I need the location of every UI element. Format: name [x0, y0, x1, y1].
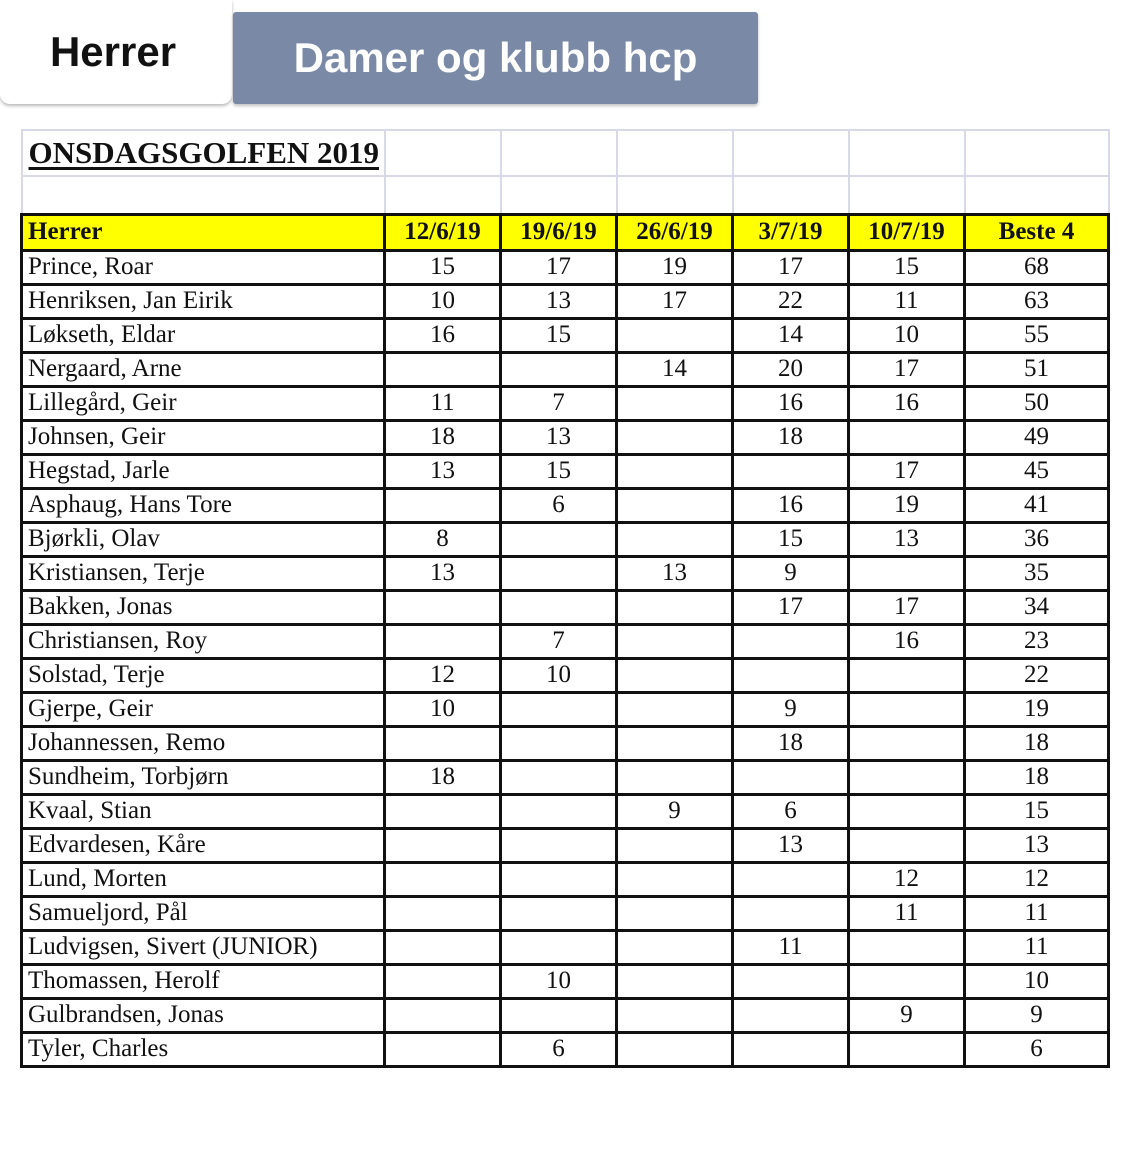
blank-row — [22, 176, 1109, 214]
score-cell — [617, 624, 733, 658]
header-date: 3/7/19 — [733, 214, 849, 250]
table-row — [22, 318, 1109, 352]
best-score: 51 — [965, 352, 1109, 386]
best-score: 68 — [965, 250, 1109, 284]
table-row — [22, 284, 1109, 318]
score-cell — [849, 760, 965, 794]
player-name: Samueljord, Pål — [22, 896, 385, 930]
score-cell — [617, 454, 733, 488]
score-cell: 13 — [849, 522, 965, 556]
best-score: 15 — [965, 794, 1109, 828]
score-cell — [849, 692, 965, 726]
score-cell: 9 — [617, 794, 733, 828]
score-cell: 18 — [733, 726, 849, 760]
player-name: Kvaal, Stian — [22, 794, 385, 828]
empty-cell — [965, 176, 1109, 214]
score-cell — [617, 828, 733, 862]
score-cell — [733, 624, 849, 658]
score-cell: 10 — [501, 658, 617, 692]
score-cell — [385, 896, 501, 930]
score-cell: 11 — [849, 284, 965, 318]
best-score: 11 — [965, 896, 1109, 930]
score-cell: 10 — [501, 964, 617, 998]
score-cell — [501, 352, 617, 386]
score-cell: 13 — [385, 454, 501, 488]
title-row — [22, 130, 1109, 176]
table-row — [22, 998, 1109, 1032]
score-cell: 17 — [849, 352, 965, 386]
score-cell: 10 — [385, 284, 501, 318]
header-best: Beste 4 — [965, 214, 1109, 250]
score-cell: 13 — [501, 420, 617, 454]
table-row — [22, 760, 1109, 794]
header-date: 10/7/19 — [849, 214, 965, 250]
table-row — [22, 726, 1109, 760]
best-score: 13 — [965, 828, 1109, 862]
score-cell: 22 — [733, 284, 849, 318]
player-name: Johannessen, Remo — [22, 726, 385, 760]
score-cell — [617, 590, 733, 624]
score-cell — [385, 1032, 501, 1066]
score-cell: 14 — [733, 318, 849, 352]
score-cell: 16 — [385, 318, 501, 352]
score-cell: 17 — [733, 250, 849, 284]
player-name: Thomassen, Herolf — [22, 964, 385, 998]
score-cell: 15 — [501, 454, 617, 488]
score-cell: 9 — [733, 692, 849, 726]
score-cell — [849, 1032, 965, 1066]
score-cell — [385, 964, 501, 998]
player-name: Asphaug, Hans Tore — [22, 488, 385, 522]
table-row — [22, 624, 1109, 658]
score-cell: 17 — [733, 590, 849, 624]
score-cell: 6 — [501, 1032, 617, 1066]
player-name: Ludvigsen, Sivert (JUNIOR) — [22, 930, 385, 964]
score-cell: 19 — [849, 488, 965, 522]
empty-cell — [733, 130, 849, 176]
score-cell: 14 — [617, 352, 733, 386]
table-row — [22, 250, 1109, 284]
score-cell — [849, 828, 965, 862]
best-score: 63 — [965, 284, 1109, 318]
player-name: Kristiansen, Terje — [22, 556, 385, 590]
table-row — [22, 352, 1109, 386]
best-score: 34 — [965, 590, 1109, 624]
score-cell: 7 — [501, 386, 617, 420]
player-name: Løkseth, Eldar — [22, 318, 385, 352]
best-score: 35 — [965, 556, 1109, 590]
score-cell — [385, 590, 501, 624]
score-cell — [733, 1032, 849, 1066]
sheet-title: ONSDAGSGOLFEN 2019 — [22, 130, 385, 176]
score-cell: 15 — [385, 250, 501, 284]
score-cell: 16 — [849, 386, 965, 420]
score-cell: 10 — [849, 318, 965, 352]
score-cell — [385, 998, 501, 1032]
table-row — [22, 658, 1109, 692]
score-cell: 13 — [617, 556, 733, 590]
score-cell — [617, 1032, 733, 1066]
score-cell — [501, 862, 617, 896]
best-score: 36 — [965, 522, 1109, 556]
score-cell: 13 — [501, 284, 617, 318]
best-score: 11 — [965, 930, 1109, 964]
score-cell — [385, 794, 501, 828]
score-cell: 20 — [733, 352, 849, 386]
score-cell — [849, 726, 965, 760]
player-name: Bakken, Jonas — [22, 590, 385, 624]
score-cell: 6 — [501, 488, 617, 522]
score-cell — [733, 760, 849, 794]
empty-cell — [617, 176, 733, 214]
table-row — [22, 794, 1109, 828]
score-cell — [501, 998, 617, 1032]
table-row — [22, 828, 1109, 862]
empty-cell — [965, 130, 1109, 176]
score-cell — [733, 862, 849, 896]
score-cell: 17 — [617, 284, 733, 318]
header-date: 12/6/19 — [385, 214, 501, 250]
score-cell: 18 — [385, 420, 501, 454]
score-cell — [501, 930, 617, 964]
score-cell — [733, 964, 849, 998]
score-cell — [617, 692, 733, 726]
score-cell: 18 — [733, 420, 849, 454]
score-cell — [617, 318, 733, 352]
score-cell: 17 — [501, 250, 617, 284]
header-name: Herrer — [22, 214, 385, 250]
empty-cell — [501, 176, 617, 214]
score-cell — [617, 998, 733, 1032]
best-score: 9 — [965, 998, 1109, 1032]
score-cell: 15 — [733, 522, 849, 556]
score-cell — [733, 454, 849, 488]
score-cell — [385, 862, 501, 896]
score-cell — [385, 624, 501, 658]
table-row — [22, 964, 1109, 998]
player-name: Lillegård, Geir — [22, 386, 385, 420]
best-score: 12 — [965, 862, 1109, 896]
player-name: Johnsen, Geir — [22, 420, 385, 454]
score-cell — [617, 930, 733, 964]
score-cell: 16 — [733, 488, 849, 522]
table-row — [22, 522, 1109, 556]
best-score: 49 — [965, 420, 1109, 454]
player-name: Gulbrandsen, Jonas — [22, 998, 385, 1032]
empty-cell — [385, 130, 501, 176]
best-score: 18 — [965, 760, 1109, 794]
score-cell — [617, 658, 733, 692]
score-cell: 13 — [385, 556, 501, 590]
score-cell — [849, 556, 965, 590]
score-cell — [617, 522, 733, 556]
best-score: 55 — [965, 318, 1109, 352]
score-cell — [849, 420, 965, 454]
score-cell — [501, 828, 617, 862]
best-score: 18 — [965, 726, 1109, 760]
table-row — [22, 556, 1109, 590]
player-name: Henriksen, Jan Eirik — [22, 284, 385, 318]
best-score: 10 — [965, 964, 1109, 998]
empty-cell — [849, 130, 965, 176]
score-cell — [617, 386, 733, 420]
score-cell — [849, 794, 965, 828]
player-name: Bjørkli, Olav — [22, 522, 385, 556]
player-name: Lund, Morten — [22, 862, 385, 896]
score-cell: 8 — [385, 522, 501, 556]
score-cell: 10 — [385, 692, 501, 726]
score-cell — [385, 930, 501, 964]
table-row — [22, 454, 1109, 488]
score-cell: 16 — [849, 624, 965, 658]
score-cell: 19 — [617, 250, 733, 284]
score-cell — [501, 896, 617, 930]
score-cell — [849, 658, 965, 692]
score-cell: 12 — [849, 862, 965, 896]
header-date: 26/6/19 — [617, 214, 733, 250]
score-cell — [617, 964, 733, 998]
best-score: 41 — [965, 488, 1109, 522]
score-cell — [617, 726, 733, 760]
score-cell: 15 — [849, 250, 965, 284]
best-score: 6 — [965, 1032, 1109, 1066]
best-score: 19 — [965, 692, 1109, 726]
score-cell: 7 — [501, 624, 617, 658]
empty-cell — [733, 176, 849, 214]
score-cell: 6 — [733, 794, 849, 828]
empty-cell — [849, 176, 965, 214]
score-cell: 11 — [849, 896, 965, 930]
tab-damer-og-klubb-hcp[interactable]: Damer og klubb hcp — [233, 12, 758, 104]
player-name: Nergaard, Arne — [22, 352, 385, 386]
score-cell: 11 — [385, 386, 501, 420]
score-cell — [733, 998, 849, 1032]
score-cell — [385, 352, 501, 386]
score-cell — [385, 726, 501, 760]
score-cell — [733, 658, 849, 692]
best-score: 45 — [965, 454, 1109, 488]
empty-cell — [22, 176, 385, 214]
score-cell — [733, 896, 849, 930]
table-row — [22, 420, 1109, 454]
best-score: 23 — [965, 624, 1109, 658]
empty-cell — [617, 130, 733, 176]
score-cell: 13 — [733, 828, 849, 862]
score-cell: 9 — [733, 556, 849, 590]
empty-cell — [385, 176, 501, 214]
score-cell: 11 — [733, 930, 849, 964]
table-row — [22, 386, 1109, 420]
score-cell — [501, 556, 617, 590]
score-cell — [849, 930, 965, 964]
table-row — [22, 1032, 1109, 1066]
player-name: Solstad, Terje — [22, 658, 385, 692]
header-row — [22, 214, 1109, 250]
player-name: Gjerpe, Geir — [22, 692, 385, 726]
player-name: Edvardesen, Kåre — [22, 828, 385, 862]
score-cell — [501, 590, 617, 624]
table-row — [22, 488, 1109, 522]
score-cell — [617, 896, 733, 930]
score-cell: 15 — [501, 318, 617, 352]
score-cell — [617, 488, 733, 522]
score-cell — [849, 964, 965, 998]
best-score: 50 — [965, 386, 1109, 420]
player-name: Prince, Roar — [22, 250, 385, 284]
score-cell — [617, 862, 733, 896]
table-row — [22, 896, 1109, 930]
score-cell — [501, 794, 617, 828]
score-cell: 9 — [849, 998, 965, 1032]
score-cell — [385, 828, 501, 862]
table-row — [22, 692, 1109, 726]
table-row — [22, 590, 1109, 624]
score-cell: 16 — [733, 386, 849, 420]
score-cell — [501, 760, 617, 794]
score-cell — [501, 522, 617, 556]
empty-cell — [501, 130, 617, 176]
header-date: 19/6/19 — [501, 214, 617, 250]
score-cell — [385, 488, 501, 522]
player-name: Christiansen, Roy — [22, 624, 385, 658]
score-cell — [501, 692, 617, 726]
table-row — [22, 862, 1109, 896]
tab-herrer[interactable]: Herrer — [0, 0, 232, 104]
best-score: 22 — [965, 658, 1109, 692]
score-cell: 17 — [849, 454, 965, 488]
table-row — [22, 930, 1109, 964]
score-cell: 12 — [385, 658, 501, 692]
score-cell: 18 — [385, 760, 501, 794]
player-name: Hegstad, Jarle — [22, 454, 385, 488]
score-cell — [617, 420, 733, 454]
score-cell — [501, 726, 617, 760]
score-cell — [617, 760, 733, 794]
results-table — [20, 129, 1110, 1068]
player-name: Sundheim, Torbjørn — [22, 760, 385, 794]
player-name: Tyler, Charles — [22, 1032, 385, 1066]
score-cell: 17 — [849, 590, 965, 624]
